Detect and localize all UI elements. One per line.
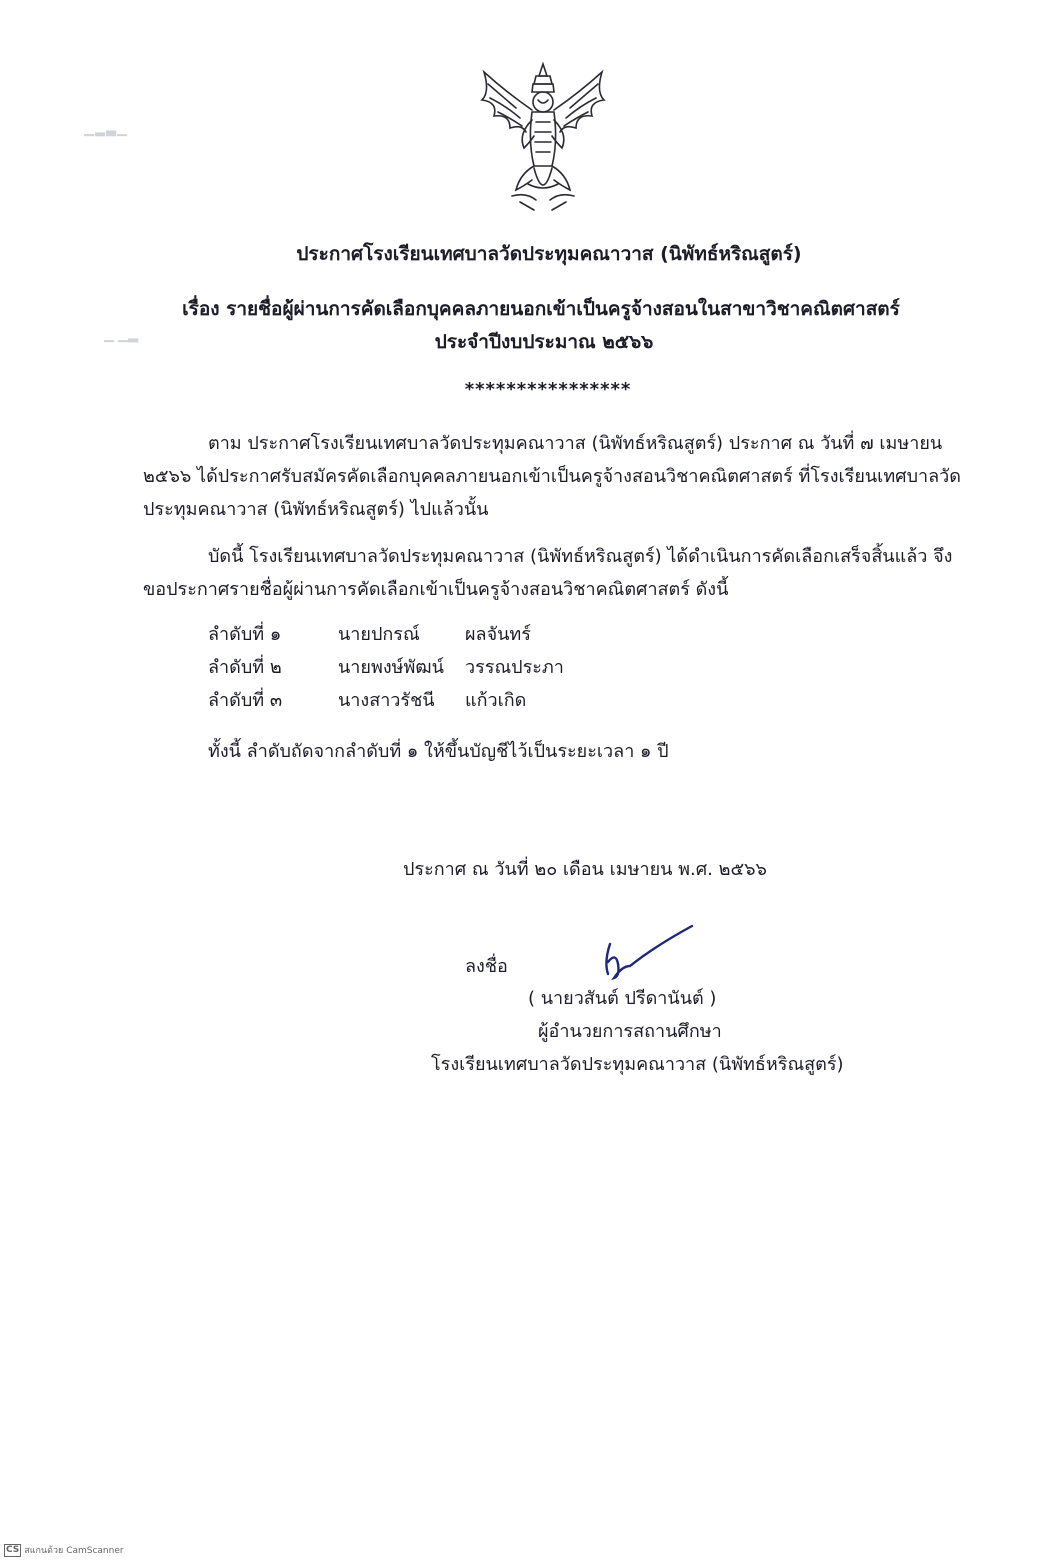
para2-line-2: ขอประกาศรายชื่อผู้ผ่านการคัดเลือกเข้าเป็นครูจ้างสอนวิชาคณิตศาสตร์ ดังนี้ (143, 579, 729, 600)
announcement-date: ประกาศ ณ วันที่ ๒๐ เดือน เมษายน พ.ศ. ๒๕๖๖ (403, 859, 767, 880)
garuda-emblem-icon (476, 62, 610, 214)
candidate-first-name: นางสาวรัชนี (338, 690, 435, 711)
waiting-list-note: ทั้งนี้ ลำดับถัดจากลำดับที่ ๑ ให้ขึ้นบัญชีไว้เป็นระยะเวลา ๑ ปี (208, 741, 669, 762)
para1-line-2: ๒๕๖๖ ได้ประกาศรับสมัครคัดเลือกบุคคลภายนอกเข้าเป็นครูจ้างสอนวิชาคณิตศาสตร์ ที่โรงเรียนเทศบาลวัด (143, 466, 961, 487)
signer-position: ผู้อำนวยการสถานศึกษา (538, 1021, 722, 1042)
candidate-last-name: ผลจันทร์ (465, 624, 531, 645)
candidate-rank: ลำดับที่ ๒ (208, 657, 282, 678)
candidate-rank: ลำดับที่ ๑ (208, 624, 282, 645)
candidate-rank: ลำดับที่ ๓ (208, 690, 283, 711)
fiscal-year: ประจำปีงบประมาณ ๒๕๖๖ (434, 331, 654, 353)
scan-ghost-mark: ▁▂▃▁ (84, 122, 128, 137)
separator: **************** (464, 379, 632, 400)
candidate-last-name: แก้วเกิด (465, 690, 527, 711)
scan-ghost-mark: ▁ ▁▂ (104, 328, 139, 343)
candidate-first-name: นายพงษ์พัฒน์ (338, 657, 444, 678)
signature-label: ลงชื่อ (465, 956, 508, 977)
scanner-watermark (4, 1543, 124, 1557)
para1-line-1: ตาม ประกาศโรงเรียนเทศบาลวัดประทุมคณาวาส (นิพัทธ์หริณสูตร์) ประกาศ ณ วันที่ ๗ เมษายน (208, 433, 943, 454)
camscanner-logo-icon: CS (6, 1544, 20, 1555)
document-subject: เรื่อง รายชื่อผู้ผ่านการคัดเลือกบุคคลภายนอกเข้าเป็นครูจ้างสอนในสาขาวิชาคณิตศาสตร์ (182, 298, 900, 320)
document-title: ประกาศโรงเรียนเทศบาลวัดประทุมคณาวาส (นิพัทธ์หริณสูตร์) (296, 243, 802, 265)
signature-icon (596, 922, 700, 986)
candidate-first-name: นายปกรณ์ (338, 624, 420, 645)
para2-line-1: บัดนี้ โรงเรียนเทศบาลวัดประทุมคณาวาส (นิพัทธ์หริณสูตร์) ได้ดำเนินการคัดเลือกเสร็จสิ้นแล้ว จึง (208, 546, 953, 567)
scanner-text: สแกนด้วย CamScanner (24, 1546, 124, 1556)
para1-line-3: ประทุมคณาวาส (นิพัทธ์หริณสูตร์) ไปแล้วนั้น (143, 499, 489, 520)
candidate-last-name: วรรณประภา (465, 657, 564, 678)
signer-organization: โรงเรียนเทศบาลวัดประทุมคณาวาส (นิพัทธ์หริณสูตร์) (431, 1054, 844, 1075)
signer-name: ( นายวสันต์ ปรีดานันต์ ) (528, 988, 717, 1009)
